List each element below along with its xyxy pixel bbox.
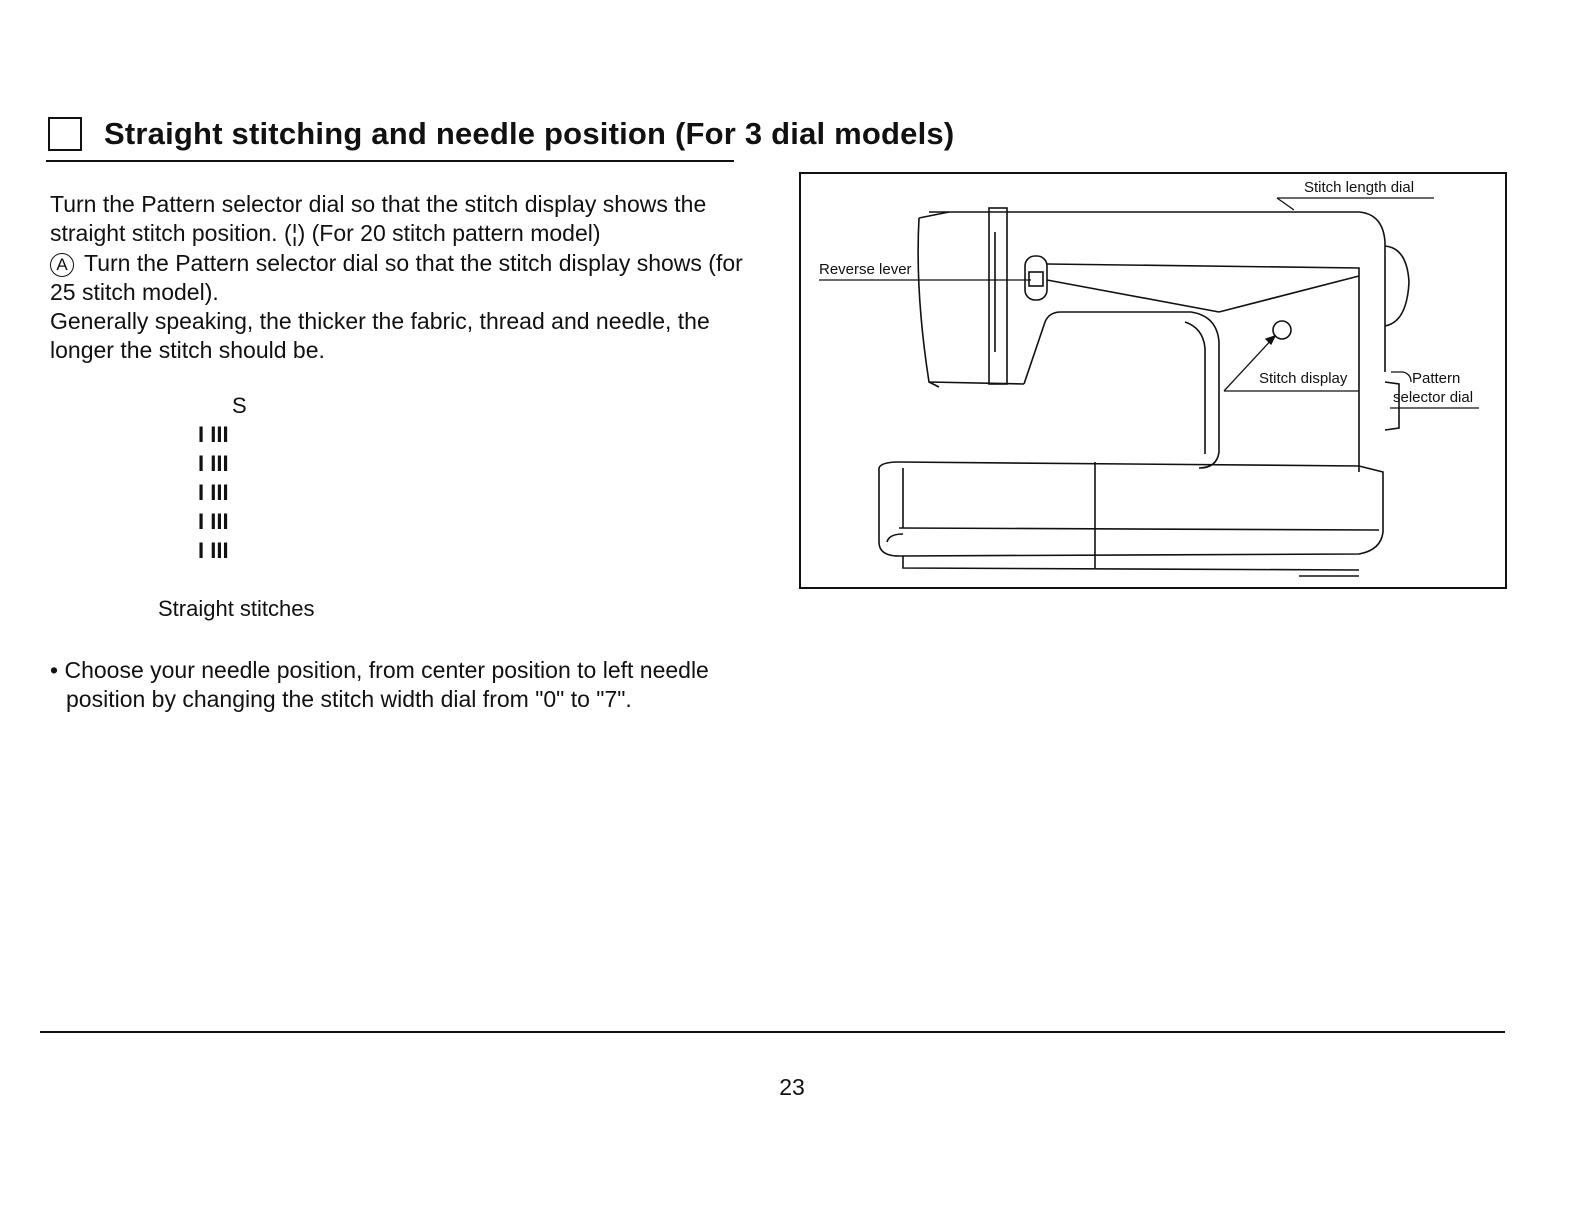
pattern-selector-label-line2: selector dial: [1393, 389, 1474, 406]
needle-position-bullet: • Choose your needle position, from center position to left needle position by changing the stitch width dial from "0" to "7".: [50, 657, 709, 712]
stitch-row: I III: [198, 538, 229, 563]
heading-underline: [46, 160, 734, 162]
footer-divider: [40, 1031, 1505, 1033]
stitch-row: I III: [198, 422, 229, 447]
stitch-row: I III: [198, 480, 229, 505]
checkbox-square-icon: [48, 117, 82, 151]
paragraph-pattern-25-text: Turn the Pattern selector dial so that the stitch display shows (for 25 stitch model).: [50, 250, 743, 305]
instructions: [50, 190, 750, 365]
paragraph-pattern-25: [50, 249, 750, 307]
circled-a-icon: A: [50, 253, 74, 277]
stitch-display-label: Stitch display: [1259, 370, 1348, 387]
stitch-header: S: [232, 393, 247, 418]
stitch-row: I III: [198, 451, 229, 476]
bullet-text: Choose your needle position, from center position to left needle position by changing the stitch width dial from "0" to "7".: [64, 657, 709, 712]
reverse-lever-label: Reverse lever: [819, 261, 912, 278]
stitch-caption: Straight stitches: [158, 596, 315, 621]
pattern-selector-label-line1: Pattern: [1412, 370, 1461, 387]
paragraph-general: Generally speaking, the thicker the fabric, thread and needle, the longer the stitch should be.: [50, 308, 710, 363]
paragraph-pattern-20: Turn the Pattern selector dial so that the stitch display shows the straight stitch position. (¦) (For 20 stitch pattern model): [50, 191, 707, 246]
page-number: 23: [779, 1074, 805, 1100]
page-title: Straight stitching and needle position (For 3 dial models): [104, 116, 955, 151]
stitch-row: I III: [198, 509, 229, 534]
section-heading: [48, 116, 954, 152]
stitch-length-dial-label: Stitch length dial: [1304, 179, 1415, 196]
sewing-machine-diagram: [799, 172, 1507, 589]
